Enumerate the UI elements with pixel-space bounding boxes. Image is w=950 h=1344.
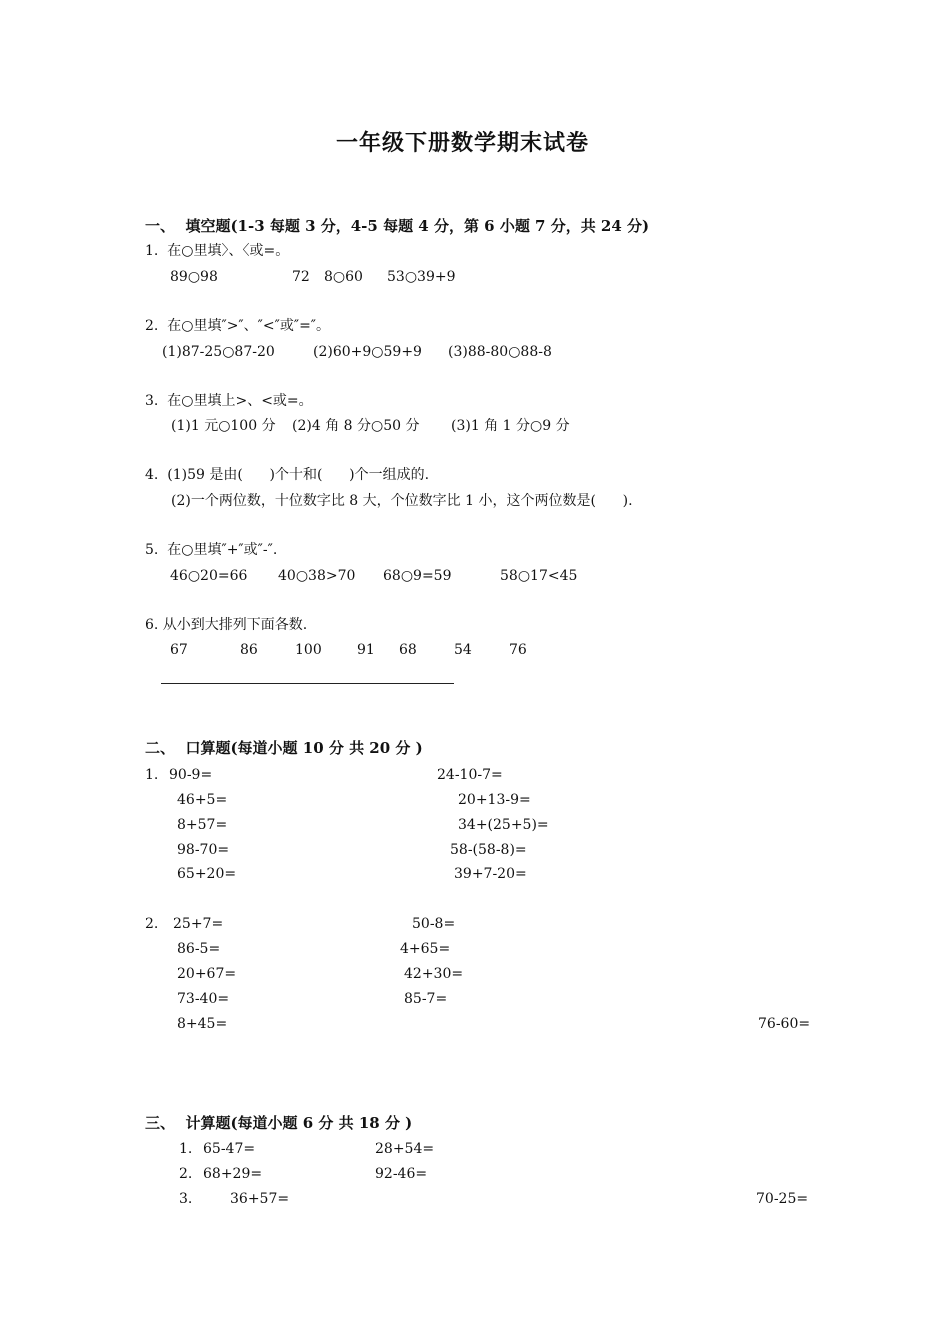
s1-q2-item: (3)88-80○88-8 bbox=[448, 344, 552, 360]
s2-q1-item: 24-10-7= bbox=[437, 767, 503, 783]
s1-q6-number: 68 bbox=[399, 642, 417, 658]
s2-q1-label: 1. bbox=[145, 767, 159, 783]
s1-q1-item: 72 bbox=[292, 269, 310, 285]
s1-q6-prompt: 6. 从小到大排列下面各数. bbox=[145, 617, 308, 633]
s2-q2-label: 2. bbox=[145, 916, 159, 932]
section3-heading: 三、 计算题(每道小题 6 分 共 18 分 ) bbox=[145, 1114, 413, 1132]
s1-q6-number: 100 bbox=[295, 642, 322, 658]
s2-q2-item: 42+30= bbox=[404, 966, 464, 982]
s3-row-label: 3. bbox=[179, 1191, 193, 1207]
s1-q2-item: (1)87-25○87-20 bbox=[162, 344, 275, 360]
s3-row-item: 36+57= bbox=[230, 1191, 290, 1207]
s1-q5-item: 40○38>70 bbox=[278, 568, 356, 584]
s3-row-item: 92-46= bbox=[375, 1166, 428, 1182]
s1-q3-item: (1)1 元○100 分 bbox=[171, 418, 276, 434]
s1-q5-item: 58○17<45 bbox=[500, 568, 578, 584]
answer-line bbox=[161, 683, 454, 684]
s1-q1-prompt: 1. 在○里填〉、〈或=。 bbox=[145, 243, 290, 259]
s1-q3-item: (3)1 角 1 分○9 分 bbox=[451, 418, 570, 434]
s3-row-item: 68+29= bbox=[203, 1166, 263, 1182]
page-title: 一年级下册数学期末试卷 bbox=[336, 130, 590, 156]
s2-q2-item: 20+67= bbox=[177, 966, 237, 982]
s2-q1-item: 65+20= bbox=[177, 866, 237, 882]
s2-q2-item: 85-7= bbox=[404, 991, 448, 1007]
s2-q1-item: 20+13-9= bbox=[458, 792, 531, 808]
section2-heading: 二、 口算题(每道小题 10 分 共 20 分 ) bbox=[145, 739, 423, 757]
s2-q1-item: 46+5= bbox=[177, 792, 228, 808]
s3-row-item: 65-47= bbox=[203, 1141, 256, 1157]
s1-q4-line1: 4. (1)59 是由( )个十和( )个一组成的. bbox=[145, 467, 430, 483]
s1-q5-item: 68○9=59 bbox=[383, 568, 452, 584]
s1-q1-item: 89○98 bbox=[170, 269, 218, 285]
s2-q1-item: 58-(58-8)= bbox=[450, 842, 527, 858]
s2-q1-item: 39+7-20= bbox=[454, 866, 527, 882]
s1-q5-prompt: 5. 在○里填″+″或″-″. bbox=[145, 542, 278, 558]
s2-q1-item: 98-70= bbox=[177, 842, 230, 858]
s2-q1-item: 8+57= bbox=[177, 817, 228, 833]
s2-q2-item: 25+7= bbox=[173, 916, 224, 932]
s1-q6-number: 67 bbox=[170, 642, 188, 658]
s1-q2-item: (2)60+9○59+9 bbox=[313, 344, 422, 360]
s1-q6-number: 91 bbox=[357, 642, 375, 658]
s2-q2-item: 76-60= bbox=[758, 1016, 811, 1032]
s1-q5-item: 46○20=66 bbox=[170, 568, 248, 584]
s2-q2-item: 8+45= bbox=[177, 1016, 228, 1032]
s3-row-label: 1. bbox=[179, 1141, 193, 1157]
s3-row-item: 28+54= bbox=[375, 1141, 435, 1157]
s2-q1-item: 34+(25+5)= bbox=[458, 817, 549, 833]
s2-q2-item: 73-40= bbox=[177, 991, 230, 1007]
s1-q2-prompt: 2. 在○里填″>″、″<″或″=″。 bbox=[145, 318, 331, 334]
s3-row-label: 2. bbox=[179, 1166, 193, 1182]
s2-q2-item: 4+65= bbox=[400, 941, 451, 957]
s3-row-item: 70-25= bbox=[756, 1191, 809, 1207]
s2-q2-item: 86-5= bbox=[177, 941, 221, 957]
s1-q6-number: 86 bbox=[240, 642, 258, 658]
section1-heading: 一、 填空题(1-3 每题 3 分，4-5 每题 4 分，第 6 小题 7 分，共 24 分) bbox=[145, 217, 650, 235]
s1-q4-line2: (2)一个两位数，十位数字比 8 大，个位数字比 1 小，这个两位数是( ). bbox=[171, 493, 633, 509]
s1-q3-item: (2)4 角 8 分○50 分 bbox=[292, 418, 420, 434]
s1-q1-item: 53○39+9 bbox=[387, 269, 456, 285]
s2-q2-item: 50-8= bbox=[412, 916, 456, 932]
s1-q1-item: 8○60 bbox=[324, 269, 363, 285]
s1-q3-prompt: 3. 在○里填上>、<或=。 bbox=[145, 393, 313, 409]
s1-q6-number: 76 bbox=[509, 642, 527, 658]
s1-q6-number: 54 bbox=[454, 642, 472, 658]
s2-q1-item: 90-9= bbox=[169, 767, 213, 783]
